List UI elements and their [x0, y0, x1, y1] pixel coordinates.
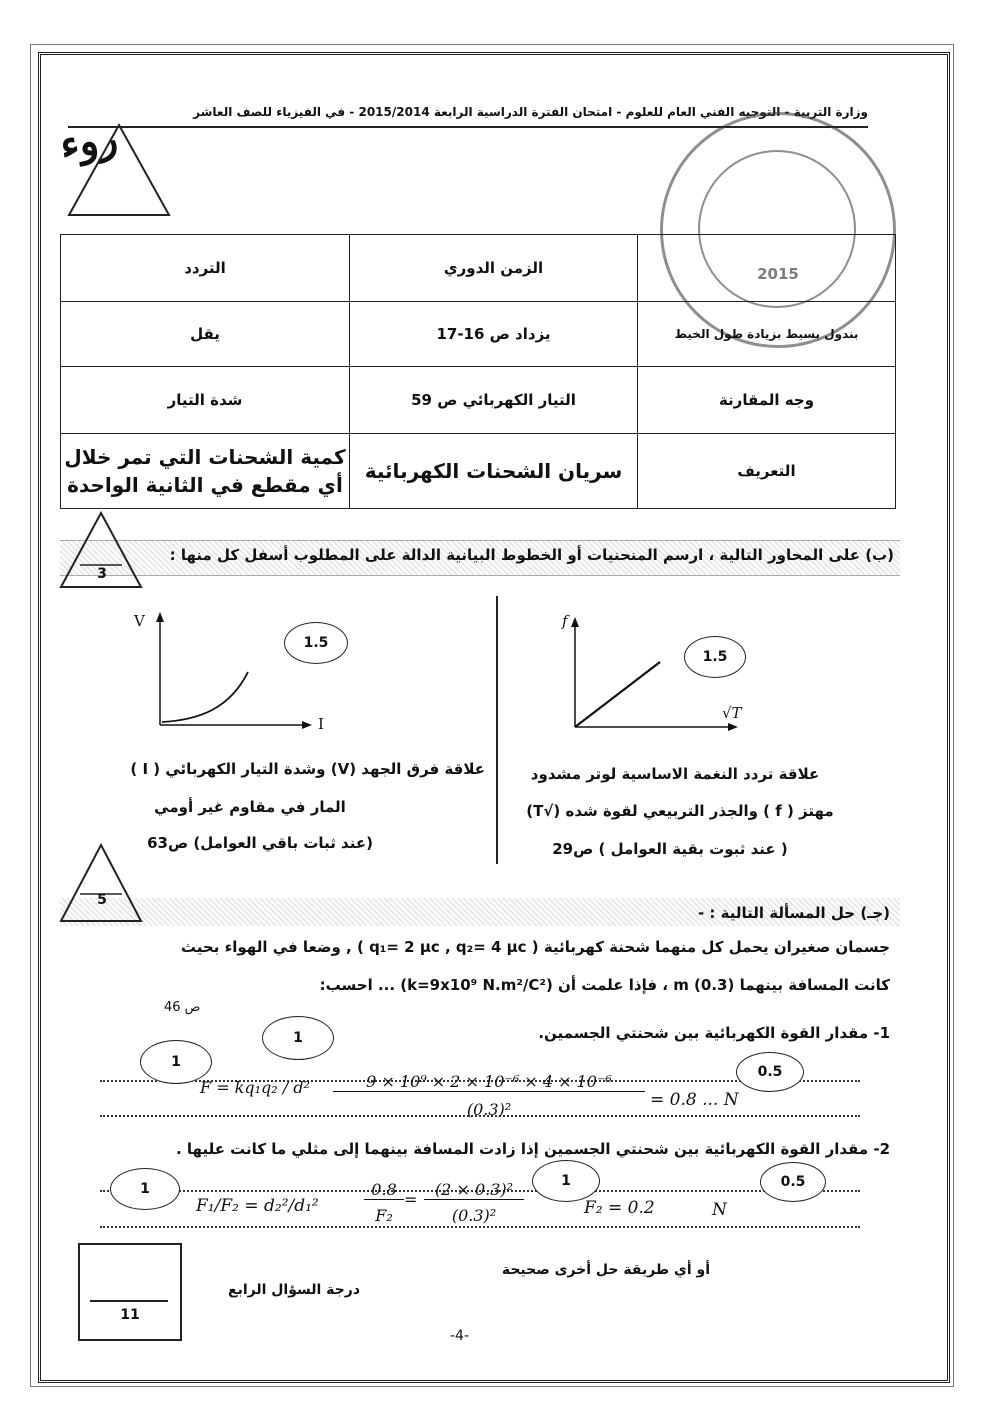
- cell-current-intensity: شدة التيار: [61, 367, 350, 434]
- cell-definition-label: التعريف: [638, 434, 896, 509]
- page-number: -4-: [450, 1328, 470, 1344]
- cell-freq-answer: يقل: [61, 302, 350, 367]
- score-triangle-c: [58, 842, 144, 924]
- handwritten-signature: روء: [57, 114, 121, 169]
- mark-q1-b: 1: [262, 1016, 334, 1060]
- cell-comparison-label: وجه المقارنة: [638, 367, 896, 434]
- q2-rhs-numerator: (2 × 0.3)²: [424, 1180, 524, 1200]
- sqrtT-axis-label: √T: [722, 704, 742, 722]
- f-axis-label: f: [562, 612, 568, 630]
- q2-result: F₂ = 0.2: [584, 1198, 655, 1218]
- q2-equals: =: [404, 1190, 418, 1209]
- question-2: 2- مقدار القوة الكهربائية بين شحنتي الجسمين إذا زادت المسافة بينهما إلى مثلي ما كانت عليها .: [176, 1140, 890, 1158]
- mark-q1-a: 1: [140, 1040, 212, 1084]
- q2-unit: N: [712, 1200, 727, 1220]
- graphs-divider: [496, 596, 498, 864]
- section-c-score: 5: [97, 892, 107, 908]
- cell-period-answer: يزداد ص 16-17: [350, 302, 638, 367]
- i-axis-label: I: [318, 715, 324, 733]
- stamp-year: 2015: [757, 265, 799, 283]
- cell-pendulum: بندول بسيط بزيادة طول الخيط: [638, 302, 896, 367]
- left-caption-3: (عند ثبات باقي العوامل) ص63: [147, 834, 373, 852]
- problem-line-2: كانت المسافة بينهما m (0.3) ، فإذا علمت أن (k=9x10⁹ N.m²/C²) ... احسب:: [319, 976, 890, 994]
- q2-rhs-denominator: (0.3)²: [451, 1206, 497, 1225]
- alternate-method-note: أو أي طريقة حل أخرى صحيحة: [501, 1262, 710, 1278]
- right-caption-1: علاقة تردد النغمة الاساسية لوتر مشدود: [530, 765, 820, 783]
- right-caption-2: مهتز ( f ) والجذر التربيعي لقوة شده (√T): [526, 802, 834, 820]
- mark-q1-c: 0.5: [736, 1052, 804, 1092]
- score-triangle-top: [64, 120, 174, 220]
- cell-current: التيار الكهربائي ص 59: [350, 367, 638, 434]
- linear-line: [575, 662, 660, 727]
- cell-period-header: الزمن الدوري: [350, 235, 638, 302]
- q1-result: = 0.8 ... N: [650, 1090, 739, 1110]
- q2-sub-denominator: F₂: [375, 1206, 393, 1225]
- grade-label: درجة السؤال الرابع: [228, 1282, 360, 1298]
- graph-f-sqrtT: [560, 612, 770, 742]
- q2-ratio-formula: F₁/F₂ = d₂²/d₁²: [196, 1196, 319, 1216]
- exam-header: وزارة التربية - التوجيه الفني العام للعلوم - امتحان الفترة الدراسية الرابعة 2015/2014 - في الفيزياء للصف العاشر: [68, 100, 868, 128]
- coulomb-formula: F = kq₁q₂ / d²: [200, 1078, 310, 1097]
- q1-denominator: (0.3)²: [466, 1100, 512, 1119]
- nonohmic-curve: [162, 672, 248, 722]
- v-axis-label: V: [134, 612, 145, 630]
- q2-sub-numerator: 0.8: [364, 1180, 404, 1200]
- grade-total: 11: [120, 1307, 140, 1323]
- answer-line-2b: [100, 1226, 860, 1228]
- grade-box: [78, 1243, 182, 1341]
- question-1: 1- مقدار القوة الكهربائية بين شحنتي الجسمين.: [538, 1024, 890, 1042]
- left-caption-1: علاقة فرق الجهد (V) وشدة التيار الكهربائي ( I ): [130, 760, 485, 778]
- section-c-title: (جـ) حل المسألة التالية : -: [697, 904, 890, 922]
- comparison-table: [60, 234, 896, 509]
- section-b-title: (ب) على المحاور التالية ، ارسم المنحنيات أو الخطوط البيانية الدالة على المطلوب أسفل كل منها :: [169, 546, 894, 564]
- cell-current-definition: سريان الشحنات الكهربائية: [350, 434, 638, 509]
- mark-bubble-right: 1.5: [684, 636, 746, 678]
- q1-numerator: 9 × 10⁹ × 2 × 10⁻⁶ × 4 × 10⁻⁶: [333, 1072, 645, 1092]
- cell-first-r1: [638, 235, 896, 302]
- mark-bubble-left: 1.5: [284, 622, 348, 664]
- mark-q2-b: 1: [532, 1160, 600, 1202]
- cell-intensity-definition: كمية الشحنات التي تمر خلال أي مقطع في الثانية الواحدة: [61, 434, 350, 509]
- left-caption-2: المار في مقاوم غير أومي: [154, 798, 346, 816]
- section-b-score: 3: [97, 566, 107, 582]
- cell-freq-header: التردد: [61, 235, 350, 302]
- mark-q2-a: 1: [110, 1168, 180, 1210]
- right-caption-3: ( عند ثبوت بقية العوامل ) ص29: [552, 840, 788, 858]
- page-reference: ص 46: [164, 1000, 201, 1015]
- mark-q2-c: 0.5: [760, 1162, 826, 1202]
- problem-line-1: جسمان صغيران يحمل كل منهما شحنة كهربائية ( q₁= 2 μc , q₂= 4 μc ) , وضعا في الهواء بحيث: [180, 938, 890, 956]
